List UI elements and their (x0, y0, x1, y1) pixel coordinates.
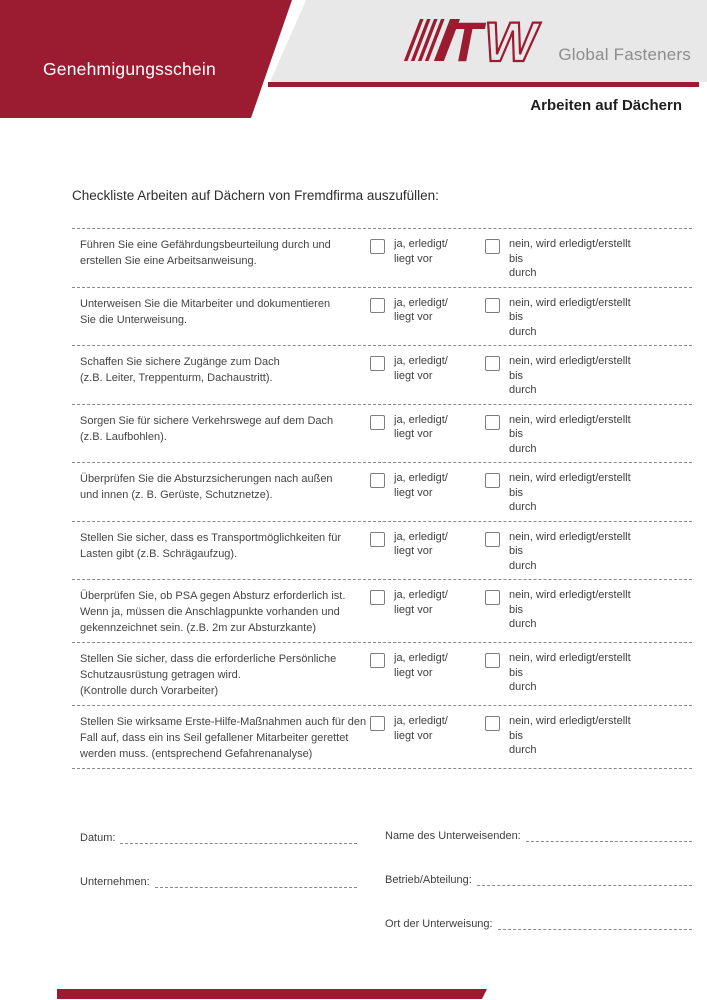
field-name-des-unterweisenden (385, 828, 692, 842)
no-label-line: nein, wird erledigt/erstellt (509, 589, 631, 601)
yes-label-line: ja, erledigt/ (394, 652, 448, 664)
checklist-item-text (72, 296, 370, 340)
footer-bar (57, 989, 487, 999)
field-label: Datum: (80, 832, 116, 844)
no-label-line: nein, wird erledigt/erstellt (509, 413, 631, 426)
header-rule (268, 82, 699, 87)
no-label-line: nein, wird erledigt/erstellt (509, 238, 631, 250)
form-fields-left (80, 830, 357, 918)
checklist-item-line: Wenn ja, müssen die Anschlagpunkte vorhanden und (80, 606, 340, 618)
itw-logo-mark (396, 12, 548, 68)
checklist-item-line: werden muss. (entsprechend Gefahrenanalyse) (80, 748, 313, 760)
no-checkbox[interactable] (485, 590, 500, 605)
no-label-line: durch (509, 267, 537, 279)
no-label-line: durch (509, 325, 537, 338)
no-option (485, 530, 692, 574)
field-datum (80, 830, 357, 844)
no-label-line: durch (509, 681, 537, 693)
no-option (485, 588, 692, 636)
checklist-row (72, 404, 692, 463)
itw-logo-letter-t: T (448, 12, 483, 68)
yes-option (370, 714, 485, 762)
yes-label-line: liegt vor (394, 252, 433, 265)
field-ort-der-unterweisung (385, 916, 692, 930)
yes-checkbox[interactable] (370, 716, 385, 731)
no-label-line: nein, wird erledigt/erstellt (509, 296, 631, 309)
checklist-item-line: Stellen Sie wirksame Erste-Hilfe-Maßnahmen auch für den (80, 716, 367, 728)
yes-label-line: ja, erledigt/ (394, 238, 448, 250)
no-label-line: nein, wird erledigt/erstellt (509, 472, 631, 484)
form-fields-right (385, 828, 692, 960)
no-label-line: bis (509, 729, 524, 742)
yes-label (394, 237, 448, 266)
field-label: Name des Unterweisenden: (385, 830, 521, 842)
no-label-line: durch (509, 618, 537, 630)
yes-checkbox[interactable] (370, 298, 385, 313)
checklist-item-text (72, 237, 370, 281)
no-label-line: bis (509, 603, 524, 616)
checklist-row (72, 579, 692, 642)
no-label-line: bis (509, 428, 524, 440)
yes-label-line: liegt vor (394, 486, 433, 499)
no-checkbox[interactable] (485, 653, 500, 668)
no-label-line: nein, wird erledigt/erstellt (509, 652, 631, 664)
field-input-line[interactable] (155, 875, 357, 888)
no-label-line: bis (509, 369, 524, 382)
no-label (509, 471, 631, 515)
itw-logo-subtext: Global Fasteners (558, 45, 691, 64)
yes-label-line: ja, erledigt/ (394, 715, 448, 727)
yes-label-line: liegt vor (394, 729, 433, 742)
yes-label-line: liegt vor (394, 545, 433, 557)
no-checkbox[interactable] (485, 356, 500, 371)
no-label-line: durch (509, 384, 537, 396)
page-subtitle: Arbeiten auf Dächern (530, 97, 682, 114)
checklist-row (72, 228, 692, 287)
yes-label-line: ja, erledigt/ (394, 530, 448, 543)
checklist-item-line: Schutzausrüstung getragen wird. (80, 669, 241, 681)
no-label-line: durch (509, 559, 537, 572)
no-checkbox[interactable] (485, 239, 500, 254)
checklist-item-line: Unterweisen Sie die Mitarbeiter und dokumentieren (80, 297, 331, 310)
yes-checkbox[interactable] (370, 590, 385, 605)
no-checkbox[interactable] (485, 415, 500, 430)
checklist-item-line: Sorgen Sie für sichere Verkehrswege auf dem Dach (80, 414, 334, 427)
checklist-item-line: erstellen Sie eine Arbeitsanweisung. (80, 255, 257, 267)
no-option (485, 714, 692, 762)
checklist-item-line: Überprüfen Sie die Absturzsicherungen nach außen (80, 473, 333, 485)
no-label-line: bis (509, 311, 524, 323)
checklist-item-line: Sie die Unterweisung. (80, 313, 188, 326)
yes-checkbox[interactable] (370, 532, 385, 547)
no-label (509, 714, 631, 758)
yes-option (370, 651, 485, 699)
no-checkbox[interactable] (485, 716, 500, 731)
yes-label-line: ja, erledigt/ (394, 296, 448, 309)
checklist-item-line: (Kontrolle durch Vorarbeiter) (80, 685, 219, 697)
checklist-row (72, 462, 692, 521)
field-input-line[interactable] (120, 831, 357, 844)
yes-label (394, 471, 448, 500)
field-unternehmen (80, 874, 357, 888)
checklist-item-line: Lasten gibt (z.B. Schrägaufzug). (80, 547, 238, 560)
no-label-line: durch (509, 744, 537, 756)
yes-option (370, 413, 485, 457)
yes-option (370, 237, 485, 281)
yes-option (370, 471, 485, 515)
yes-label (394, 530, 448, 559)
yes-label-line: ja, erledigt/ (394, 472, 448, 484)
no-checkbox[interactable] (485, 298, 500, 313)
yes-label (394, 296, 448, 325)
no-option (485, 471, 692, 515)
no-label (509, 530, 631, 574)
itw-logo-letter-w: W (484, 12, 538, 68)
checklist-item-text (72, 651, 370, 699)
checklist-item-line: Stellen Sie sicher, dass es Transportmöglichkeiten für (80, 531, 342, 544)
yes-option (370, 530, 485, 574)
yes-label-line: liegt vor (394, 603, 433, 616)
checklist-row (72, 345, 692, 404)
no-option (485, 651, 692, 699)
yes-label-line: ja, erledigt/ (394, 413, 448, 426)
no-label (509, 354, 631, 398)
yes-checkbox[interactable] (370, 473, 385, 488)
no-label (509, 413, 631, 457)
checklist-row (72, 642, 692, 705)
yes-label (394, 588, 448, 617)
checklist-item-line: (z.B. Laufbohlen). (80, 430, 167, 443)
yes-option (370, 588, 485, 636)
field-label: Unternehmen: (80, 876, 150, 888)
itw-logo (396, 12, 691, 68)
checklist-item-text (72, 714, 370, 762)
no-label-line: durch (509, 501, 537, 513)
yes-label-line: liegt vor (394, 369, 433, 382)
yes-checkbox[interactable] (370, 239, 385, 254)
field-betrieb-abteilung (385, 872, 692, 886)
no-label-line: nein, wird erledigt/erstellt (509, 715, 631, 727)
checklist-item-text (72, 588, 370, 636)
checklist-item-line: Stellen Sie sicher, dass die erforderliche Persönliche (80, 653, 337, 665)
yes-option (370, 354, 485, 398)
checklist-item-line: und innen (z. B. Gerüste, Schutznetze). (80, 489, 273, 501)
no-option (485, 296, 692, 340)
no-label (509, 651, 631, 695)
no-label-line: bis (509, 666, 524, 679)
no-label-line: bis (509, 486, 524, 499)
field-label: Betrieb/Abteilung: (385, 874, 472, 886)
checklist-title: Checkliste Arbeiten auf Dächern von Fremdfirma auszufüllen: (72, 188, 439, 203)
checklist-item-line: Führen Sie eine Gefährdungsbeurteilung durch und (80, 239, 331, 251)
no-label-line: nein, wird erledigt/erstellt (509, 355, 631, 367)
yes-checkbox[interactable] (370, 356, 385, 371)
no-label (509, 296, 631, 340)
no-label (509, 237, 631, 281)
checklist-row (72, 287, 692, 346)
no-label-line: durch (509, 442, 537, 455)
no-checkbox[interactable] (485, 473, 500, 488)
checklist-item-line: (z.B. Leiter, Treppenturm, Dachaustritt). (80, 372, 273, 384)
document-title: Genehmigungsschein (43, 59, 216, 79)
checklist-item-text (72, 354, 370, 398)
checklist-row (72, 521, 692, 580)
no-checkbox[interactable] (485, 532, 500, 547)
field-label: Ort der Unterweisung: (385, 918, 493, 930)
no-label-line: bis (509, 252, 524, 265)
checklist-item-line: gekennzeichnet sein. (z.B. 2m zur Absturzkante) (80, 622, 317, 634)
yes-label (394, 714, 448, 743)
no-option (485, 354, 692, 398)
checklist-item-line: Überprüfen Sie, ob PSA gegen Absturz erforderlich ist. (80, 590, 346, 602)
checklist-item-text (72, 471, 370, 515)
yes-label-line: liegt vor (394, 666, 433, 679)
field-input-line[interactable] (498, 917, 692, 930)
yes-label (394, 651, 448, 680)
yes-label-line: liegt vor (394, 311, 433, 323)
no-option (485, 237, 692, 281)
yes-option (370, 296, 485, 340)
checklist-row (72, 705, 692, 769)
yes-label (394, 354, 448, 383)
checklist-item-text (72, 413, 370, 457)
yes-checkbox[interactable] (370, 653, 385, 668)
no-label-line: nein, wird erledigt/erstellt (509, 530, 631, 543)
checklist-item-line: Schaffen Sie sichere Zugänge zum Dach (80, 356, 280, 368)
yes-checkbox[interactable] (370, 415, 385, 430)
field-input-line[interactable] (526, 829, 692, 842)
checklist-rows (72, 228, 692, 769)
no-option (485, 413, 692, 457)
checklist-item-text (72, 530, 370, 574)
no-label (509, 588, 631, 632)
yes-label-line: ja, erledigt/ (394, 355, 448, 367)
yes-label (394, 413, 448, 442)
yes-label-line: ja, erledigt/ (394, 589, 448, 601)
yes-label-line: liegt vor (394, 428, 433, 440)
no-label-line: bis (509, 545, 524, 557)
field-input-line[interactable] (477, 873, 692, 886)
checklist-item-line: Fall auf, dass ein ins Seil gefallener Mitarbeiter gerettet (80, 732, 349, 744)
